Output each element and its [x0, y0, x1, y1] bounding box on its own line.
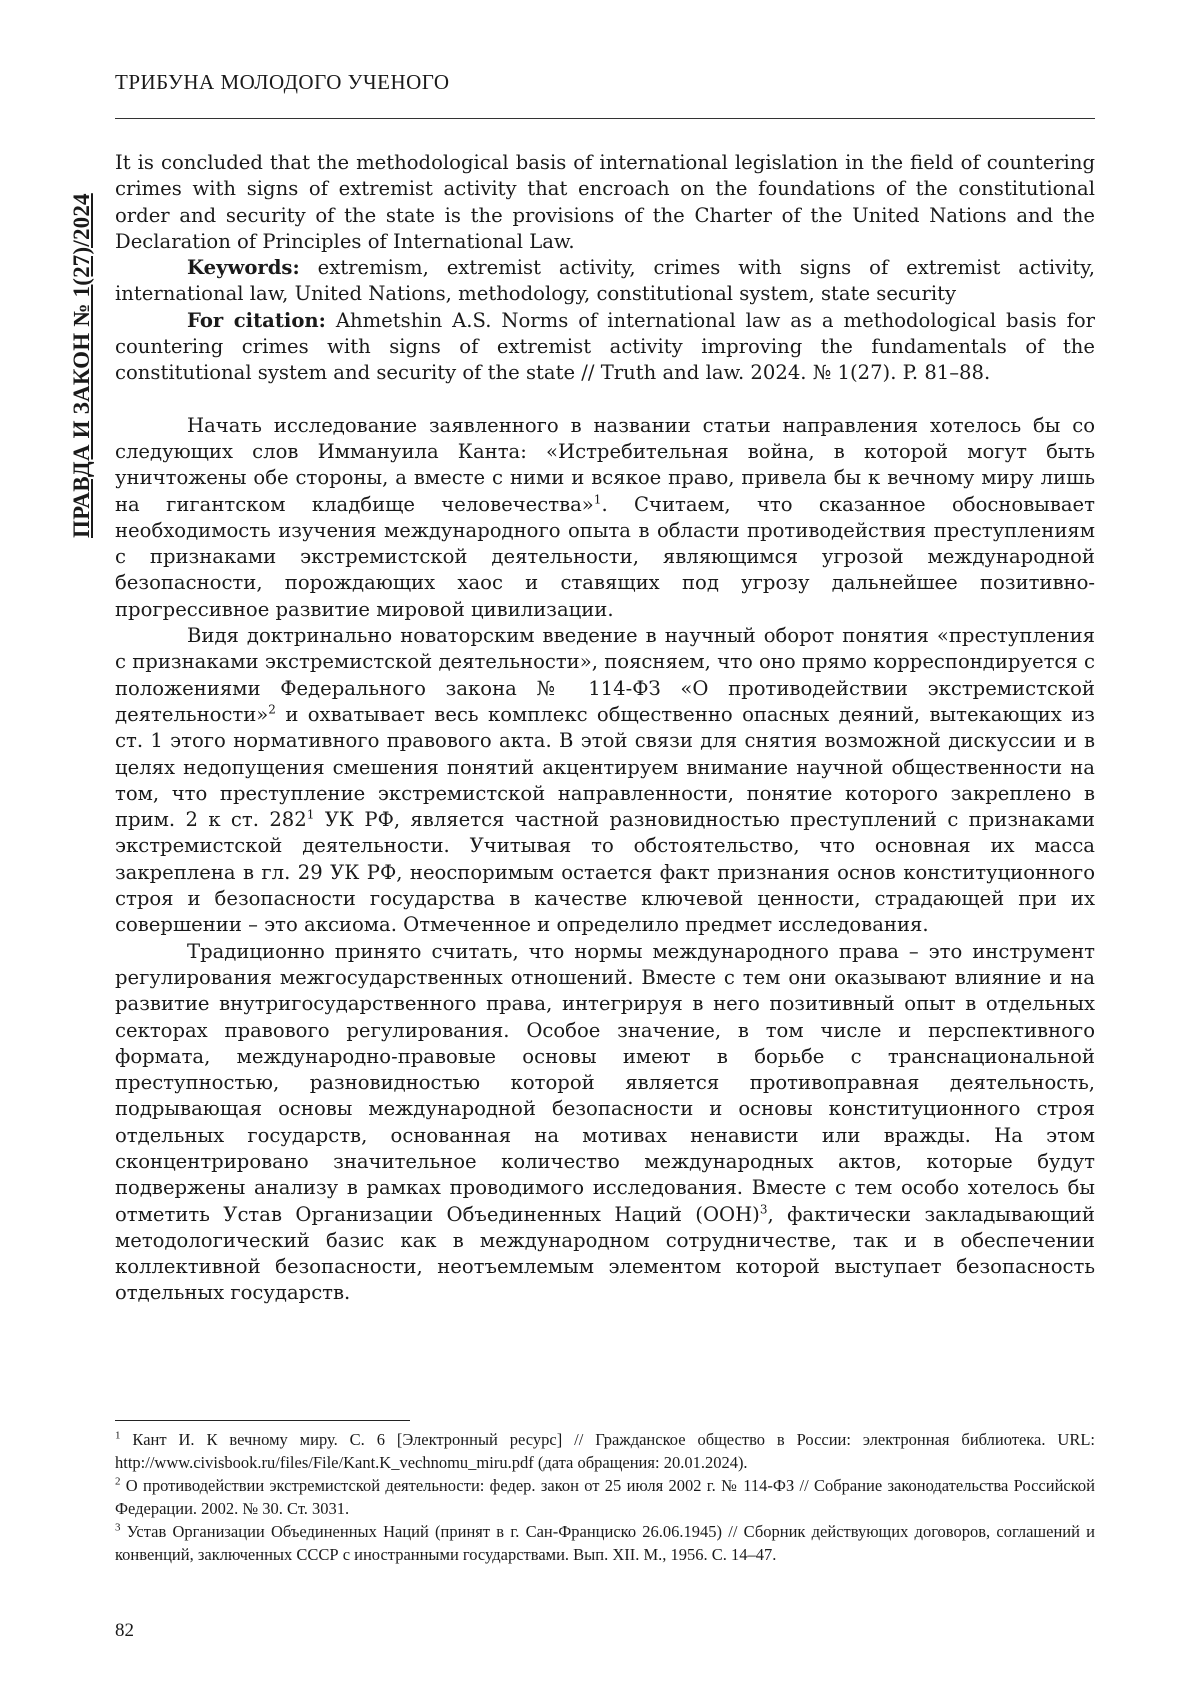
body-paragraph-1 — [115, 413, 1095, 623]
body-text: УК РФ, является частной разновидностью преступлений с признаками экстремистской деятельности. Учитывая то обстоятельство, что основная их масса закреплена в гл. 29 УК РФ, неоспоримым остается факт признания основ конституционного строя и безопасности государства в качестве ключевой ценности, страдающей при их совершении – это аксиома. Отмеченное и определило предмет исследования. — [115, 808, 1095, 936]
page-number: 82 — [115, 1620, 134, 1642]
footnotes — [115, 1428, 1095, 1566]
running-header: ТРИБУНА МОЛОДОГО УЧЕНОГО — [115, 70, 1095, 95]
body-text: Видя доктринально новаторским введение в научный оборот понятия «преступления с признаками экстремистской деятельности», поясняем, что оно прямо корреспондируется с положениями Федерального закона № 114-ФЗ «О противодействии экстремистской деятельности» — [115, 624, 1095, 726]
footnote-number: 1 — [115, 1430, 121, 1442]
footnote-text: Устав Организации Объединенных Наций (принят в г. Сан-Франциско 26.06.1945) // Сборник действующих договоров, соглашений и конвенций, заключенных СССР с иностранными государствами. Вып. XII. М., 1956. С. 14–47. — [115, 1522, 1095, 1564]
footnote-ref-3[interactable]: 3 — [760, 1202, 768, 1216]
footnote-ref-1[interactable]: 1 — [594, 492, 602, 506]
body-text: , фактически закладывающий методологический базис как в международном сотрудничестве, так и в обеспечении коллективной безопасности, неотъемлемым элементом которой выступает безопасность отдельных государств. — [115, 1203, 1095, 1305]
abstract-conclusion: It is concluded that the methodological basis of international legislation in the field of countering crimes with signs of extremist activity that encroach on the foundations of the constitutional order and security of the state is the provisions of the Charter of the United Nations and the Declaration of Principles of International Law. — [115, 150, 1095, 255]
keywords-paragraph — [115, 255, 1095, 308]
body-text: . Считаем, что сказанное обосновывает необходимость изучения международного опыта в области противодействия преступлениям с признаками экстремистской деятельности, являющимся угрозой международной безопасности, порождающих хаос и ставящих под угрозу дальнейшее позитивно-прогрессивное развитие мировой цивилизации. — [115, 493, 1095, 621]
article-body — [115, 150, 1095, 1307]
article-superscript: 1 — [307, 808, 315, 822]
journal-side-title: ПРАВДА И ЗАКОН № 1(27)/2024 — [69, 193, 95, 538]
keywords-label: Keywords: — [187, 256, 300, 279]
footnote-1 — [115, 1428, 1095, 1474]
footnote-3 — [115, 1520, 1095, 1566]
citation-text: Ahmetshin A.S. Norms of international law as a methodological basis for countering crimes with signs of extremist activity improving the fundamentals of the constitutional system and security of the state // Truth and law. 2024. № 1(27). P. 81–88. — [115, 309, 1095, 385]
body-text: и охватывает весь комплекс общественно опасных деяний, вытекающих из ст. 1 этого нормативного правового акта. В этой связи для снятия возможной дискуссии и в целях недопущения смешения понятий акцентируем внимание научной общественности на том, что преступление экстремистской направленности, понятие которого закреплено в прим. 2 к ст. 282 — [115, 703, 1095, 831]
footnote-2 — [115, 1474, 1095, 1520]
citation-paragraph — [115, 308, 1095, 387]
footnote-text: Кант И. К вечному миру. С. 6 [Электронный ресурс] // Гражданское общество в России: электронная библиотека. URL: http://www.civisbook.ru/files/File/Kant.K_vechnomu_miru.pdf (дата обращения: 20.01.2024). — [115, 1430, 1095, 1472]
body-text: Начать исследование заявленного в названии статьи направления хотелось бы со следующих слов Иммануила Канта: «Истребительная война, в которой могут быть уничтожены обе стороны, а вместе с ними и всякое право, привела бы к вечному миру лишь на гигантском кладбище человечества» — [115, 414, 1095, 516]
body-paragraph-2 — [115, 623, 1095, 939]
footnote-number: 3 — [115, 1522, 121, 1534]
citation-label: For citation: — [187, 309, 326, 332]
footnote-ref-2[interactable]: 2 — [268, 702, 276, 716]
footnote-number: 2 — [115, 1476, 121, 1488]
body-paragraph-3 — [115, 939, 1095, 1307]
body-text: Традиционно принято считать, что нормы международного права – это инструмент регулирования межгосударственных отношений. Вместе с тем они оказывают влияние и на развитие внутригосударственного права, интегрируя в него позитивный опыт в отдельных секторах правового регулирования. Особое значение, в том числе и перспективного формата, международно-правовые основы имеют в борьбе с транснациональной преступностью, разновидностью которой является противоправная деятельность, подрывающая основы международной безопасности и основы конституционного строя отдельных государств, основанная на мотивах ненависти или вражды. На этом сконцентрировано значительное количество международных актов, которые будут подвержены анализу в рамках проводимого исследования. Вместе с тем особо хотелось бы отметить Устав Организации Объединенных Наций (ООН) — [115, 940, 1095, 1226]
header-divider — [115, 118, 1095, 119]
footnote-text: О противодействии экстремистской деятельности: федер. закон от 25 июля 2002 г. № 114-ФЗ // Собрание законодательства Российской Федерации. 2002. № 30. Ст. 3031. — [115, 1476, 1095, 1518]
keywords-text: extremism, extremist activity, crimes with signs of extremist activity, international law, United Nations, methodology, constitutional system, state security — [115, 256, 1095, 305]
footnote-divider — [115, 1420, 410, 1421]
